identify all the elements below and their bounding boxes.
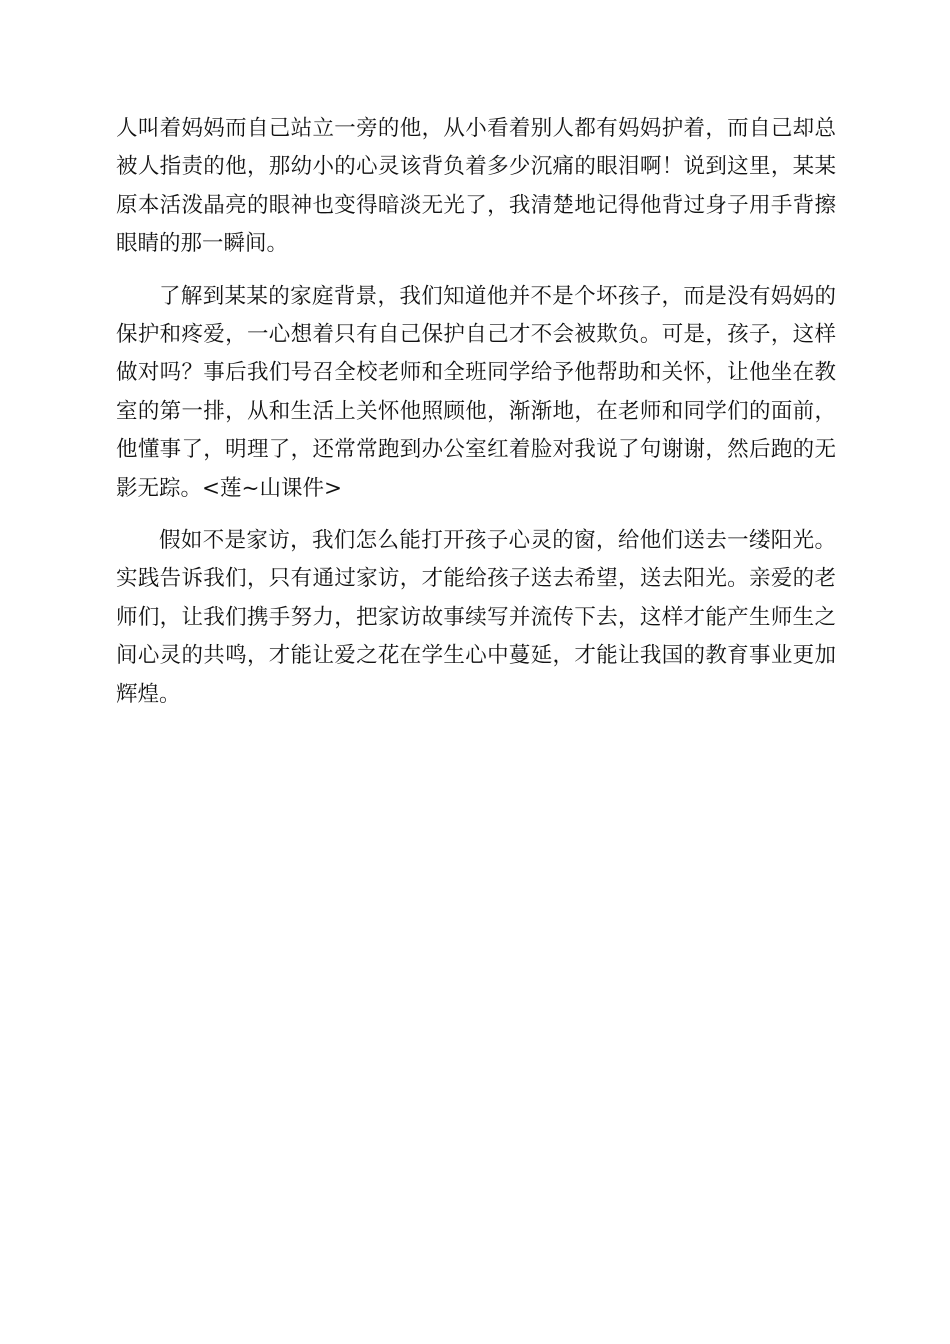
paragraph-continuation: 人叫着妈妈而自己站立一旁的他，从小看着别人都有妈妈护着，而自己却总被人指责的他，那幼小的心灵该背负着多少沉痛的眼泪啊！说到这里，某某原本活泼晶亮的眼神也变得暗淡无光了，我清楚地记得他背过身子用手背擦眼睛的那一瞬间。 (116, 116, 836, 257)
document-page (116, 110, 836, 714)
paragraph-conclusion: 假如不是家访，我们怎么能打开孩子心灵的窗，给他们送去一缕阳光。实践告诉我们，只有通过家访，才能给孩子送去希望，送去阳光。亲爱的老师们，让我们携手努力，把家访故事续写并流传下去，这样才能产生师生之间心灵的共鸣，才能让爱之花在学生心中蔓延，才能让我国的教育事业更加辉煌。 (116, 528, 836, 707)
paragraph-family-background: 了解到某某的家庭背景，我们知道他并不是个坏孩子，而是没有妈妈的保护和疼爱，一心想着只有自己保护自己才不会被欺负。可是，孩子，这样做对吗？事后我们号召全校老师和全班同学给予他帮助和关怀，让他坐在教室的第一排，从和生活上关怀他照顾他，渐渐地，在老师和同学们的面前，他懂事了，明理了，还常常跑到办公室红着脸对我说了句谢谢，然后跑的无影无踪。<莲~山课件> (116, 283, 836, 501)
